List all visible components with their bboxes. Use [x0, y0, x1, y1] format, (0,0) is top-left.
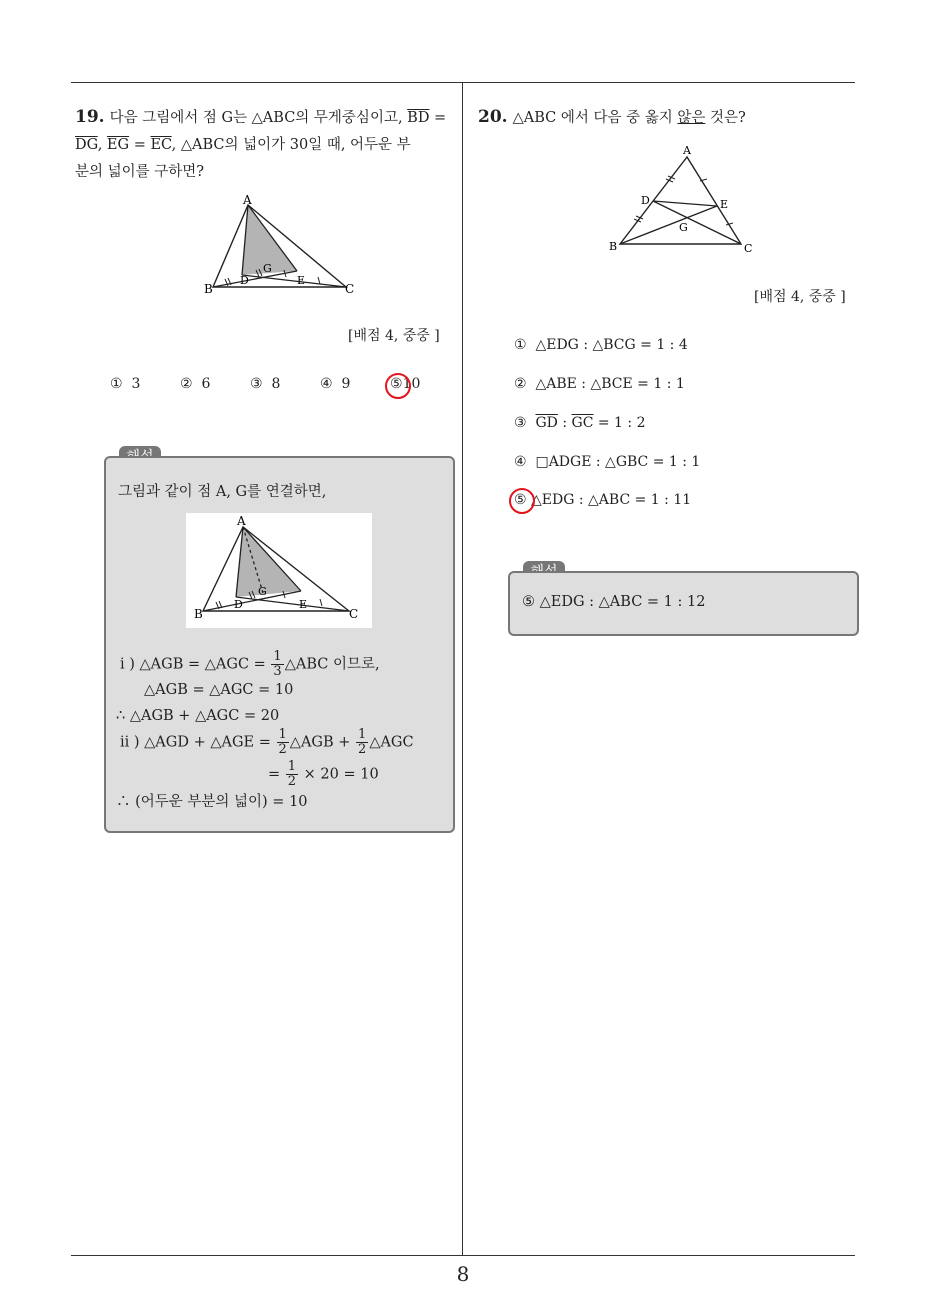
- q20-label-g: G: [679, 221, 688, 234]
- q20-figure: [602, 141, 762, 259]
- q20-option-2[interactable]: ② △ABE : △BCE = 1 : 1: [514, 376, 685, 392]
- q19-figure: [200, 193, 365, 298]
- q19-label-b: B: [204, 282, 213, 296]
- top-rule: [71, 82, 855, 83]
- fraction-one-half: $\frac{1}{2}$: [278, 727, 287, 757]
- q19-option-4[interactable]: ④ 9: [320, 376, 351, 392]
- q20-option-3[interactable]: ③ $\overline{GD}$ : $\overline{GC} = 1$ : 2: [514, 415, 646, 431]
- column-divider: [462, 82, 463, 1256]
- segment-eg: $\overline{EG}$: [106, 137, 130, 153]
- q19-answer-circle: [385, 373, 411, 399]
- q19-exp-label-b: B: [194, 607, 203, 621]
- q20-label-a: A: [683, 144, 691, 157]
- segment-bd: $\overline{BD}$: [407, 110, 430, 126]
- q19-label-c: C: [345, 282, 355, 296]
- q19-exp-label-g: G: [258, 585, 267, 598]
- q20-exp-text: ⑤ △EDG : △ABC = 1 : 12: [522, 594, 706, 610]
- fraction-one-half: $\frac{1}{2}$: [358, 727, 367, 757]
- q19-option-2[interactable]: ② 6: [180, 376, 211, 392]
- q19-exp-figure: [186, 513, 372, 628]
- fraction-one-third: $\frac{1}{3}$: [273, 649, 282, 679]
- q20-label-c: C: [744, 242, 753, 255]
- q20-label-e: E: [720, 198, 729, 211]
- q20-text: 20. △ABC 에서 다음 중 옳지 않은 것은?: [478, 107, 746, 127]
- q19-exp-line-1: i ) △AGB = △AGC = $\frac{1}{3}$ △ABC 이므로,: [120, 649, 380, 679]
- q19-label-e: E: [297, 274, 306, 287]
- q20-option-4[interactable]: ④ □ADGE : △GBC = 1 : 1: [514, 454, 701, 470]
- segment-ec: $\overline{EC}$: [150, 137, 172, 153]
- q19-exp-label-e: E: [299, 598, 308, 611]
- q20-option-1[interactable]: ① △EDG : △BCG = 1 : 4: [514, 337, 688, 353]
- q19-number: 19.: [75, 107, 105, 127]
- q19-exp-intro: 그림과 같이 점 A, G를 연결하면,: [118, 484, 327, 500]
- q19-exp-line-6: ∴ (어두운 부분의 넓이) = 10: [116, 794, 308, 810]
- q19-text: 19. 다음 그림에서 점 G는 △ABC의 무게중심이고, $\overline{BD}$ = $\overline{DG}$, $\overline{EG} = \overline{EC}$, △ABC의 넓이가 30일 때, 어두운 부 분의 넓이를 구하면?: [75, 107, 447, 180]
- q19-option-5[interactable]: ⑤10: [390, 376, 421, 392]
- underlined-not: 않은: [677, 110, 706, 126]
- q19-exp-line-2: △AGB = △AGC = 10: [144, 682, 294, 698]
- q19-option-1[interactable]: ① 3: [110, 376, 141, 392]
- q20-option-5[interactable]: ⑤ △EDG : △ABC = 1 : 11: [514, 492, 692, 508]
- q19-label-g: G: [263, 262, 272, 275]
- bottom-rule: [71, 1255, 855, 1256]
- q19-exp-label-d: D: [234, 598, 243, 611]
- q19-score: [배점 4, 중중 ]: [348, 328, 440, 344]
- q19-option-3[interactable]: ③ 8: [250, 376, 281, 392]
- q20-label-b: B: [609, 240, 618, 253]
- q20-score: [배점 4, 중중 ]: [754, 289, 846, 305]
- q20-number: 20.: [478, 107, 508, 127]
- q19-label-d: D: [240, 274, 249, 287]
- q20-label-d: D: [641, 194, 650, 207]
- q19-exp-line-3: ∴ △AGB + △AGC = 20: [116, 708, 280, 724]
- q19-exp-label-a: A: [237, 514, 246, 528]
- q19-exp-label-c: C: [349, 607, 359, 621]
- q19-label-a: A: [243, 193, 252, 207]
- segment-dg: $\overline{DG}$: [75, 137, 98, 153]
- q20-answer-circle: [509, 488, 535, 514]
- q19-exp-line-5: = $\frac{1}{2}$ × 20 = 10: [268, 759, 379, 789]
- fraction-one-half: $\frac{1}{2}$: [287, 759, 297, 789]
- q19-exp-line-4: ii ) △AGD + △AGE = $\frac{1}{2}$ △AGB + $\frac{1}{2}$ △AGC: [120, 727, 414, 757]
- page-number: 8: [456, 1262, 470, 1286]
